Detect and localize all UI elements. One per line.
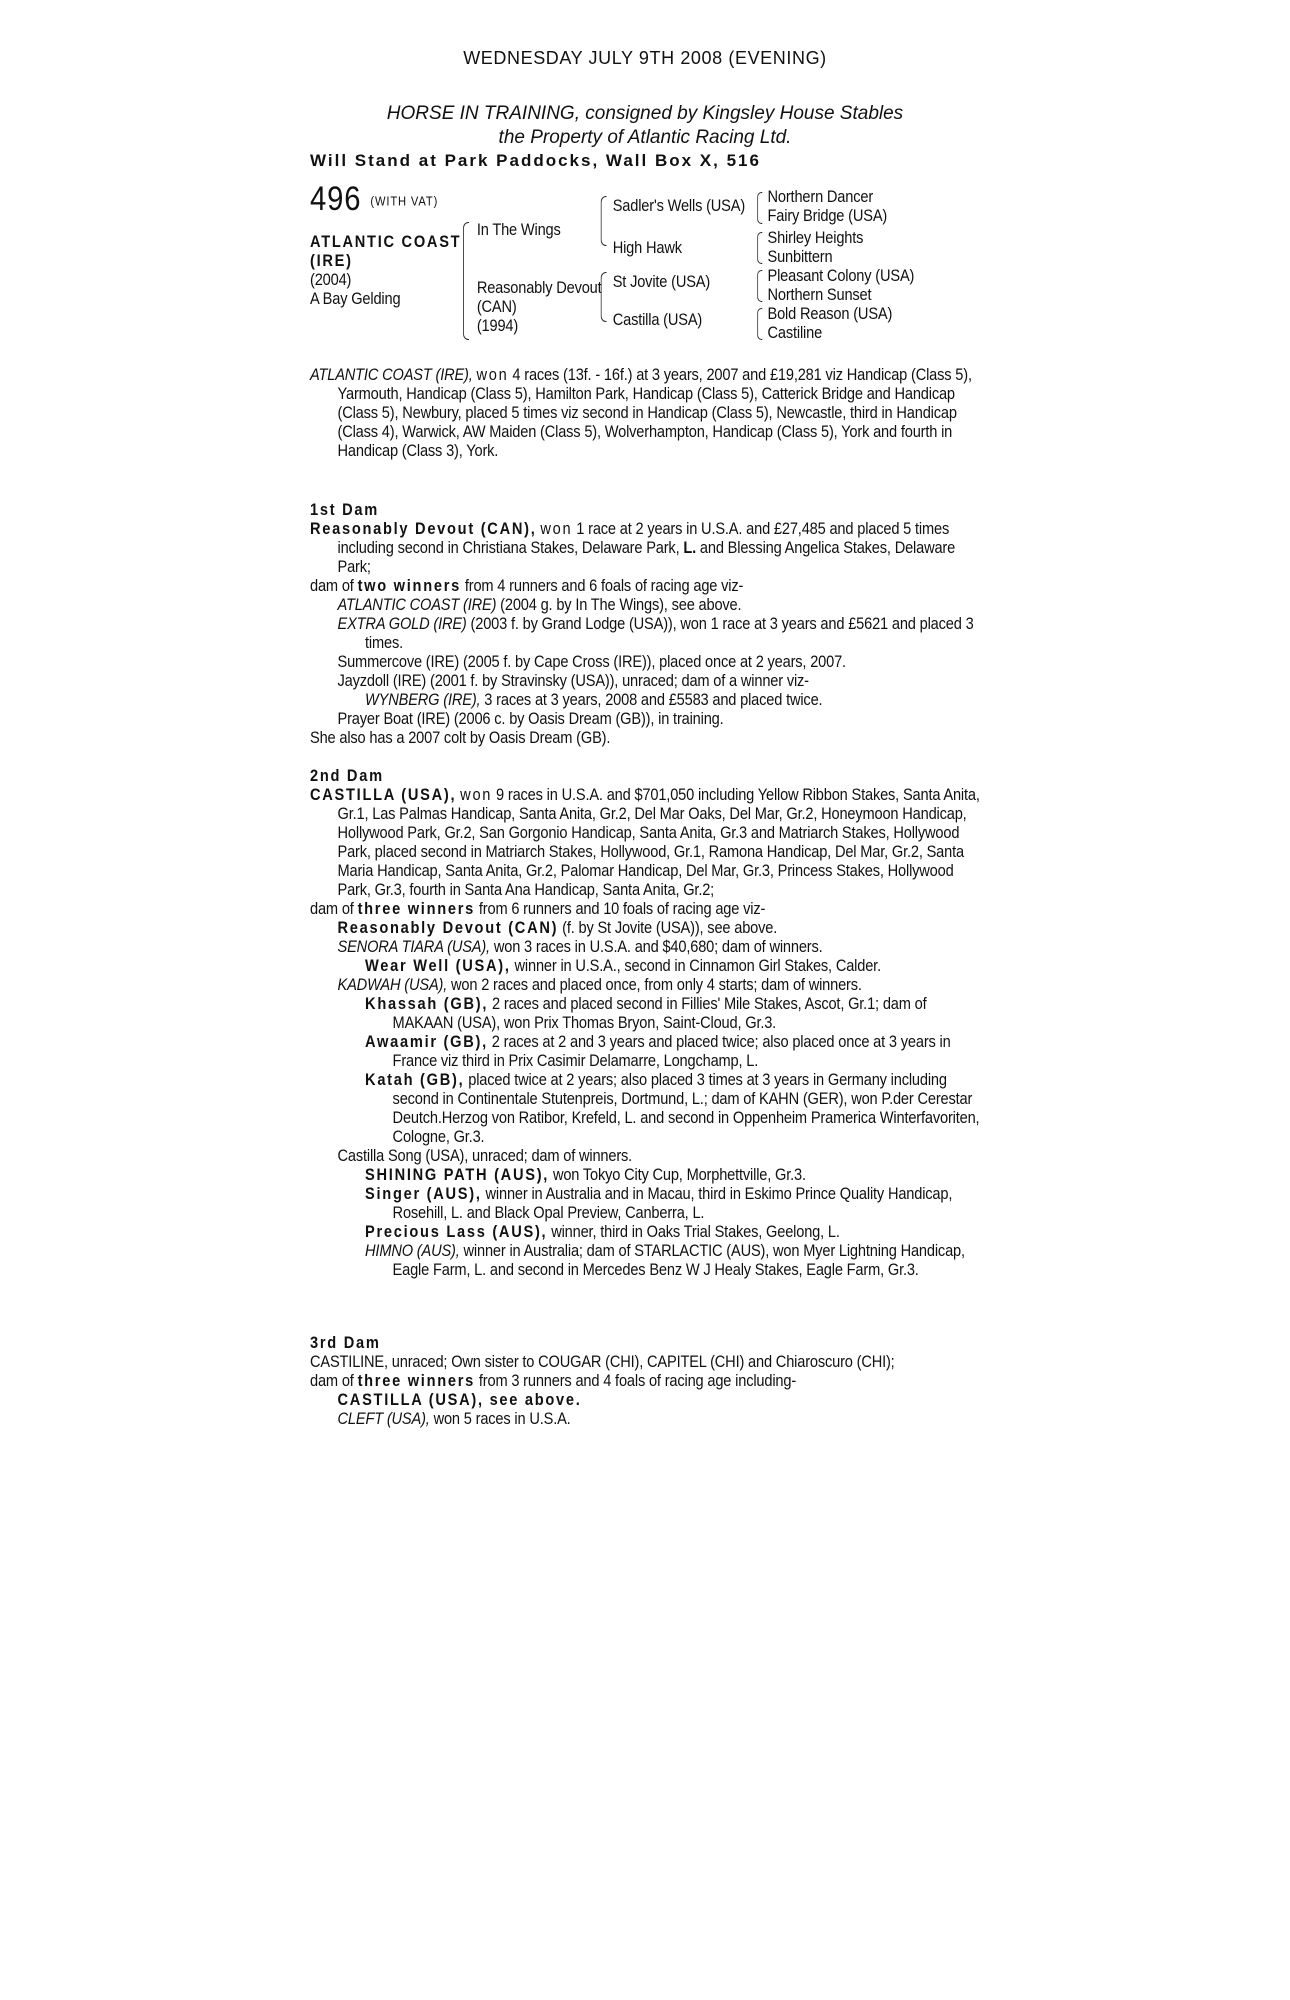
sdd: Sunbittern (767, 247, 833, 266)
first-dam-section: 1st Dam Reasonably Devout (CAN), won 1 race at 2 years in U.S.A. and £27,485 and placed 5 times including second in Christiana Stakes, Delaware Park, L. and Blessing Angelica Stakes, Delaware Park; dam of two winners from 4 runners and 6 foals of racing age viz- ATLANTIC COAST (IRE) (2004 g. by In The Wings), see above. EXTRA GOLD (IRE) (2003 f. by Grand Lodge (USA)), won 1 race at 3 years and £5621 and placed 3 times. Summercove (IRE) (2005 f. by Cape Cross (IRE)), placed once at 2 years, 2007. Jayzdoll (IRE) (2001 f. by Stravinsky (USA)), unraced; dam of a winner viz- WYNBERG (IRE), 3 races at 3 years, 2008 and £5583 and placed twice. Prayer Boat (IRE) (2006 c. by Oasis Dream (GB)), in training. She also has a 2007 colt by Oasis Dream (GB). (310, 500, 981, 747)
pedigree-brace (757, 270, 762, 302)
sss: Northern Dancer (767, 187, 874, 206)
ddd: Castiline (767, 323, 823, 342)
dam-line2: (CAN) (476, 297, 517, 316)
dam-sire: St Jovite (USA) (612, 272, 711, 291)
pedigree-table (310, 180, 946, 350)
lot-title-line1: HORSE IN TRAINING, consigned by Kingsley House Stables (386, 103, 904, 124)
horse-year: (2004) (310, 270, 352, 289)
pedigree-brace (463, 222, 469, 340)
second-dam-heading: 2nd Dam (310, 766, 384, 785)
dds: Bold Reason (USA) (767, 304, 893, 323)
dam-line3: (1994) (476, 316, 519, 335)
horse-country: (IRE) (310, 251, 353, 270)
pedigree-brace (757, 232, 762, 264)
sire-sire: Sadler's Wells (USA) (612, 196, 746, 215)
dam-dam: Castilla (USA) (612, 310, 703, 329)
pedigree-brace (601, 272, 607, 322)
first-dam-heading: 1st Dam (310, 500, 379, 519)
second-dam-section: 2nd Dam CASTILLA (USA), won 9 races in U.S.A. and $701,050 including Yellow Ribbon Stakes, Santa Anita, Gr.1, Las Palmas Handicap, Santa Anita, Gr.2, Del Mar Oaks, Del Mar, Gr.2, Honeymoon Handicap, Hollywood Park, Gr.2, San Gorgonio Handicap, Santa Anita, Gr.3 and Matriarch Stakes, Hollywood Park, placed second in Matriarch Stakes, Hollywood, Gr.1, Ramona Handicap, Del Mar, Gr.2, Santa Maria Handicap, Santa Anita, Gr.2, Palomar Handicap, Del Mar, Gr.3, Princess Stakes, Hollywood Park, Gr.3, fourth in Santa Ana Handicap, Santa Anita, Gr.2; dam of three winners from 6 runners and 10 foals of racing age viz- Reasonably Devout (CAN) (f. by St Jovite (USA)), see above. SENORA TIARA (USA), won 3 races in U.S.A. and $40,680; dam of winners. Wear Well (USA), winner in U.S.A., second in Cinnamon Girl Stakes, Calder. KADWAH (USA), won 2 races and placed once, from only 4 starts; dam of winners. Khassah (GB), 2 races and placed second in Fillies' Mile Stakes, Ascot, Gr.1; dam of MAKAAN (USA), won Prix Thomas Bryon, Saint-Cloud, Gr.3. Awaamir (GB), 2 races at 2 and 3 years and placed twice; also placed once at 3 years in France viz third in Prix Casimir Delamarre, Longchamp, L. Katah (GB), placed twice at 2 years; also placed 3 times at 3 years in Germany including second in Continentale Stutenpreis, Dortmund, L.; dam of KAHN (GER), won P.der Cerestar Deutch.Herzog von Ratibor, Krefeld, L. and second in Oppenheim Pramerica Winterfavoriten, Cologne, Gr.3. Castilla Song (USA), unraced; dam of winners. SHINING PATH (AUS), won Tokyo City Cup, Morphettville, Gr.3. Singer (AUS), winner in Australia and in Macau, third in Eskimo Prince Quality Handicap, Rosehill, L. and Black Opal Preview, Canberra, L. Precious Lass (AUS), winner, third in Oaks Trial Stakes, Geelong, L. HIMNO (AUS), winner in Australia; dam of STARLACTIC (AUS), won Myer Lightning Handicap, Eagle Farm, L. and second in Mercedes Benz W J Healy Stakes, Eagle Farm, Gr.3. (310, 766, 980, 1279)
lot-title (0, 102, 1290, 150)
pedigree-brace (601, 196, 607, 246)
dam-line1: Reasonably Devout (476, 278, 602, 297)
third-dam-section: 3rd Dam CASTILINE, unraced; Own sister to COUGAR (CHI), CAPITEL (CHI) and Chiaroscuro (CHI); dam of three winners from 3 runners and 4 foals of racing age including- CASTILLA (USA), see above. CLEFT (USA), won 5 races in U.S.A. (310, 1333, 981, 1428)
sale-date: WEDNESDAY JULY 9TH 2008 (EVENING) (463, 48, 827, 68)
stand-location: Will Stand at Park Paddocks, Wall Box X, 516 (310, 151, 761, 170)
third-dam-heading: 3rd Dam (310, 1333, 381, 1352)
dsd: Northern Sunset (767, 285, 872, 304)
racing-record: ATLANTIC COAST (IRE), won 4 races (13f. - 16f.) at 3 years, 2007 and £19,281 viz Handicap (Class 5), Yarmouth, Handicap (Class 5), Hamilton Park, Handicap (Class 5), Catterick Bridge and Handicap (Class 5), Newbury, placed 5 times viz second in Handicap (Class 5), Newcastle, third in Handicap (Class 4), Warwick, AW Maiden (Class 5), Wolverhampton, Handicap (Class 5), York and fourth in Handicap (Class 3), York. (310, 365, 972, 460)
sire-dam: High Hawk (612, 238, 682, 257)
dss: Pleasant Colony (USA) (767, 266, 915, 285)
lot-title-line2: the Property of Atlantic Racing Ltd. (498, 127, 792, 148)
horse-description: A Bay Gelding (310, 289, 401, 308)
pedigree-brace (757, 308, 762, 340)
lot-number: 496 (WITH VAT) (310, 180, 439, 218)
horse-name: ATLANTIC COAST (310, 232, 462, 251)
sire: In The Wings (476, 220, 561, 239)
sds: Shirley Heights (767, 228, 864, 247)
ssd: Fairy Bridge (USA) (767, 206, 888, 225)
pedigree-brace (757, 192, 762, 224)
